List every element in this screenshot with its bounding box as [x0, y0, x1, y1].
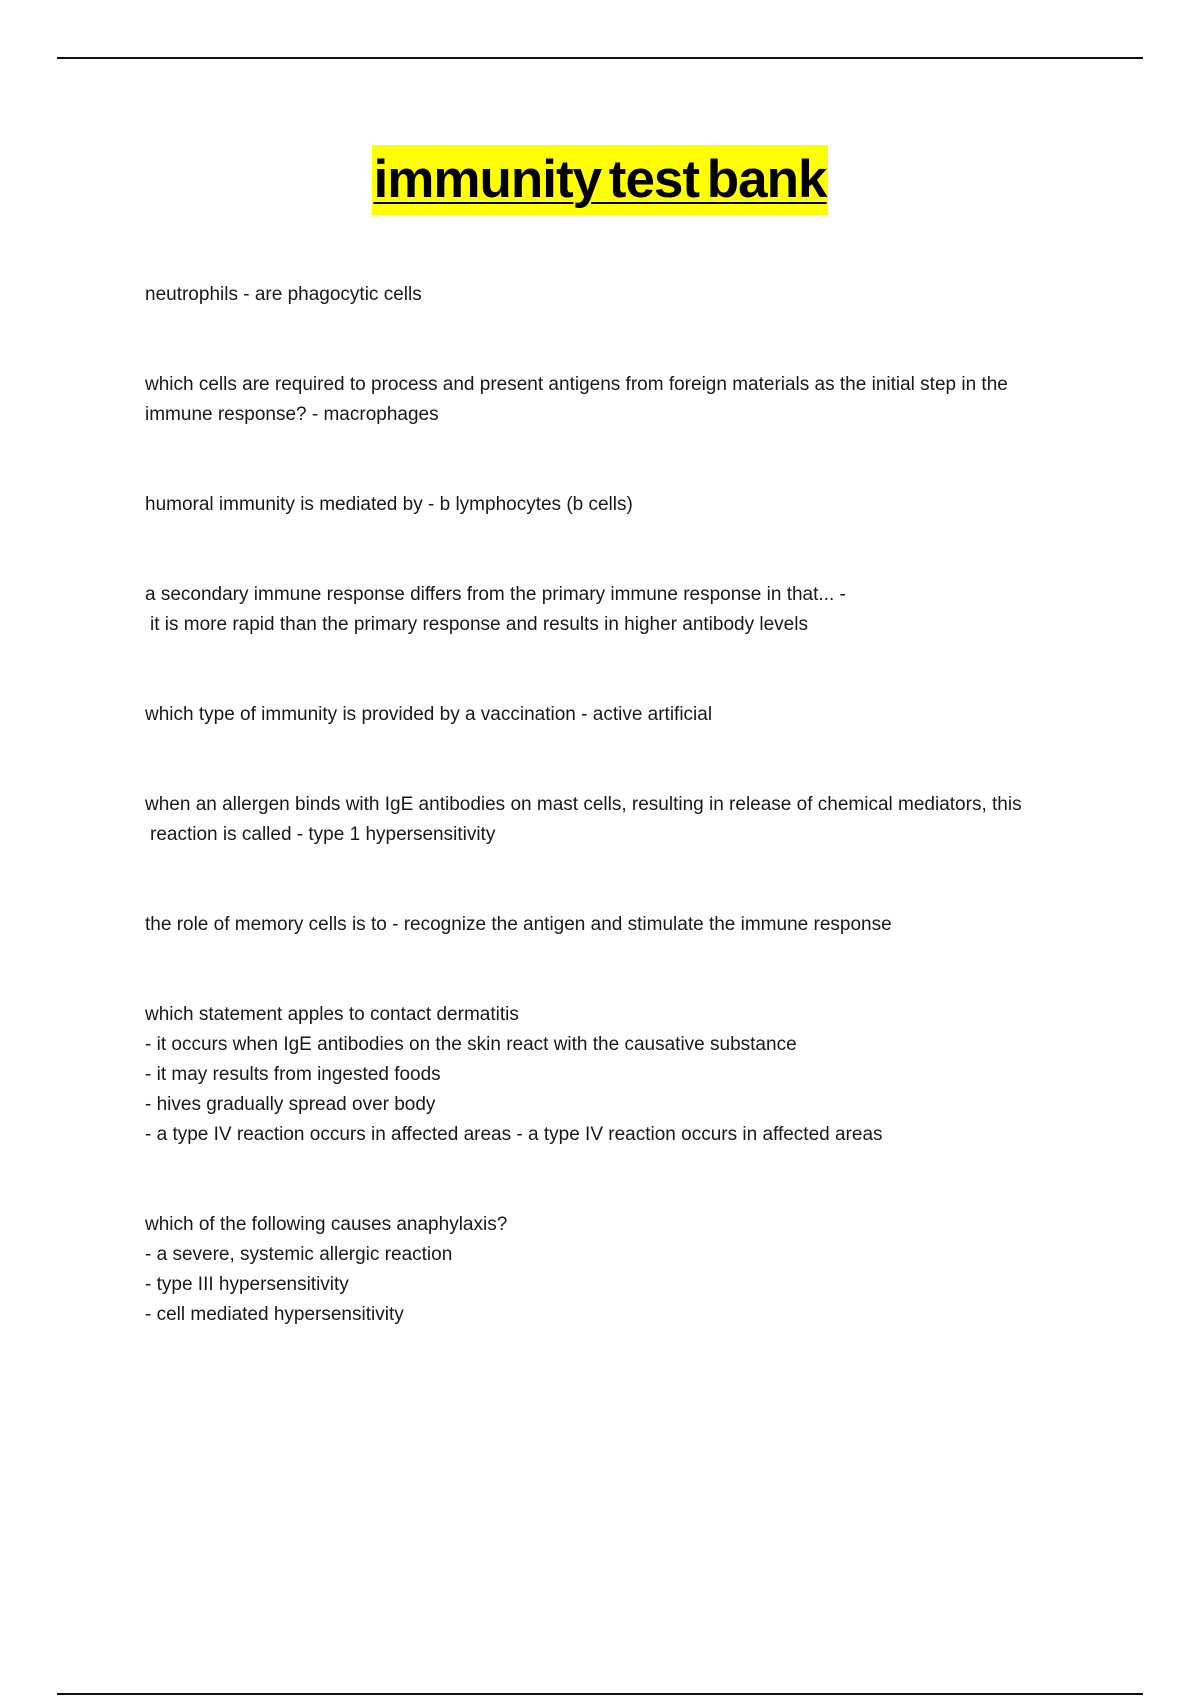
- qa-item: [145, 910, 1105, 940]
- question-list: [145, 280, 1105, 1390]
- qa-item: [145, 1210, 1105, 1330]
- bottom-rule: [57, 1693, 1143, 1695]
- qa-item: [145, 280, 1105, 310]
- question-text: which of the following causes anaphylaxis?: [145, 1214, 508, 1235]
- qa-item: [145, 1000, 1105, 1150]
- qa-line: which type of immunity is provided by a vaccination - active artificial: [145, 704, 713, 725]
- title-container: [0, 145, 1200, 215]
- answer-option: - type III hypersensitivity: [145, 1274, 349, 1295]
- answer-option: - hives gradually spread over body: [145, 1094, 436, 1115]
- question-text: which statement apples to contact dermatitis: [145, 1004, 519, 1025]
- qa-line: a secondary immune response differs from the primary immune response in that... -: [145, 584, 846, 605]
- qa-item: [145, 790, 1105, 850]
- qa-item: [145, 490, 1105, 520]
- answer-option: - it occurs when IgE antibodies on the skin react with the causative substance: [145, 1034, 797, 1055]
- qa-item: [145, 700, 1105, 730]
- qa-line: neutrophils - are phagocytic cells: [145, 284, 422, 305]
- qa-item: [145, 370, 1105, 430]
- document-title: immunity test bank: [372, 145, 829, 215]
- qa-line: when an allergen binds with IgE antibodies on mast cells, resulting in release of chemical mediators, this: [145, 794, 1022, 815]
- qa-line: which cells are required to process and present antigens from foreign materials as the initial step in the: [145, 374, 1008, 395]
- top-rule: [57, 57, 1143, 59]
- qa-line: humoral immunity is mediated by - b lymphocytes (b cells): [145, 494, 633, 515]
- answer-option: - cell mediated hypersensitivity: [145, 1304, 404, 1325]
- qa-line: it is more rapid than the primary response and results in higher antibody levels: [150, 614, 808, 635]
- qa-line: the role of memory cells is to - recognize the antigen and stimulate the immune response: [145, 914, 892, 935]
- qa-item: [145, 580, 1105, 640]
- answer-option: - it may results from ingested foods: [145, 1064, 441, 1085]
- qa-line: immune response? - macrophages: [145, 404, 439, 425]
- qa-line: reaction is called - type 1 hypersensitivity: [150, 824, 496, 845]
- answer-option: - a type IV reaction occurs in affected areas - a type IV reaction occurs in affected areas: [145, 1124, 883, 1145]
- answer-option: - a severe, systemic allergic reaction: [145, 1244, 453, 1265]
